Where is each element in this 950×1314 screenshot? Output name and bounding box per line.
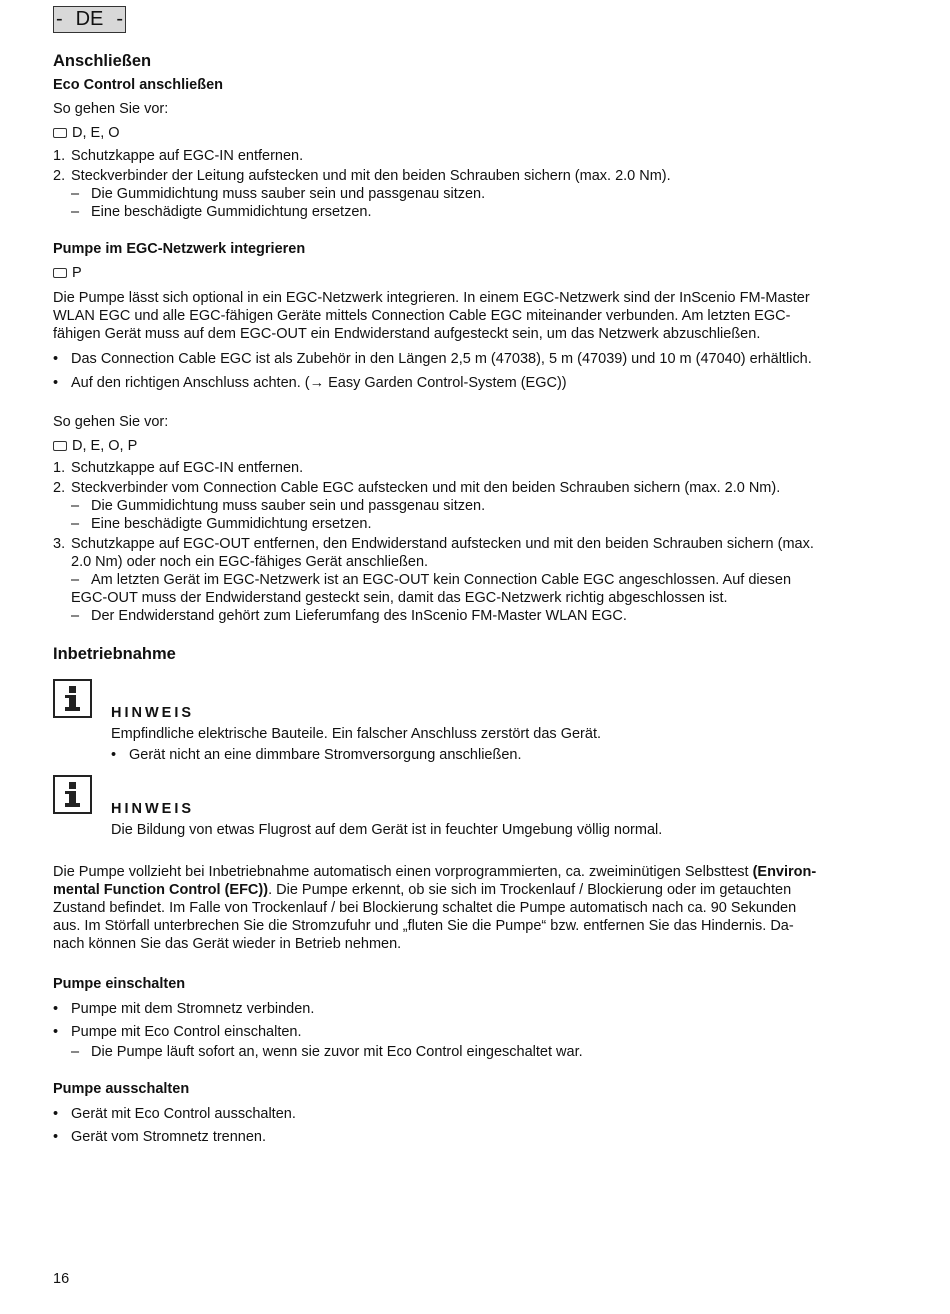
model-list: D, E, O, P [72, 438, 138, 454]
bullet-marker: • [53, 1024, 59, 1040]
bullet-marker: • [111, 747, 117, 763]
subheading-eco-control: Eco Control anschließen [53, 77, 223, 93]
paragraph-line [53, 881, 791, 899]
checkbox-icon [53, 128, 67, 138]
bullet-marker: • [53, 1001, 59, 1017]
bullet-item: Auf den richtigen Anschluss achten. (→ Easy Garden Control-System (EGC)) [71, 375, 567, 391]
paragraph-line: WLAN EGC und alle EGC-fähigen Geräte mittels Connection Cable EGC miteinander verbunden. Am letzten EGC- [53, 308, 791, 324]
info-icon [53, 679, 92, 718]
sub-item: Die Gummidichtung muss sauber sein und passgenau sitzen. [91, 498, 486, 514]
sub-item: Die Gummidichtung muss sauber sein und passgenau sitzen. [91, 186, 486, 202]
bullet-item: Gerät mit Eco Control ausschalten. [71, 1106, 296, 1122]
sub-item: Der Endwiderstand gehört zum Lieferumfang des InScenio FM-Master WLAN EGC. [91, 608, 627, 624]
note-bullet: Gerät nicht an eine dimmbare Stromversorgung anschließen. [129, 747, 522, 763]
page-number: 16 [53, 1271, 70, 1287]
bullet-item: Pumpe mit dem Stromnetz verbinden. [71, 1001, 315, 1017]
step-number: 3. [53, 536, 66, 552]
info-icon [53, 775, 92, 814]
lang-tab-left-dash: - [56, 8, 63, 30]
bullet-item: Gerät vom Stromnetz trennen. [71, 1129, 267, 1145]
model-line [53, 264, 82, 282]
step-text: Schutzkappe auf EGC-OUT entfernen, den Endwiderstand aufstecken und mit den beiden Schrauben sichern (max. [71, 536, 814, 552]
dash-marker: – [71, 1044, 80, 1060]
sub-item: Eine beschädigte Gummidichtung ersetzen. [91, 516, 372, 532]
dash-marker: – [71, 572, 80, 588]
note-label: HINWEIS [111, 801, 195, 817]
subheading-pump-off: Pumpe ausschalten [53, 1081, 190, 1097]
dash-marker: – [71, 608, 80, 624]
bullet-item: Das Connection Cable EGC ist als Zubehör in den Längen 2,5 m (47038), 5 m (47039) und 10 m (47040) erhältlich. [71, 351, 812, 367]
dash-marker: – [71, 516, 80, 532]
note-text: Die Bildung von etwas Flugrost auf dem Gerät ist in feuchter Umgebung völlig normal. [111, 822, 663, 838]
sub-item: Am letzten Gerät im EGC-Netzwerk ist an EGC-OUT kein Connection Cable EGC angeschlossen. Auf diesen [91, 572, 792, 588]
model-line [53, 124, 120, 142]
step-text: Steckverbinder der Leitung aufstecken und mit den beiden Schrauben sichern (max. 2.0 Nm). [71, 168, 671, 184]
paragraph-line: fähigen Gerät muss auf dem EGC-OUT ein Endwiderstand aufgesteckt sein, um das Netzwerk abzuschließen. [53, 326, 761, 342]
heading-inbetriebnahme: Inbetriebnahme [53, 645, 176, 663]
paragraph-line: nach können Sie das Gerät wieder in Betrieb nehmen. [53, 936, 402, 952]
checkbox-icon [53, 441, 67, 451]
step-text: Schutzkappe auf EGC-IN entfernen. [71, 148, 304, 164]
paragraph-line: Zustand befindet. Im Falle von Trockenlauf / bei Blockierung schaltet die Pumpe automatisch nach ca. 90 Sekunden [53, 900, 797, 916]
subheading-egc-network: Pumpe im EGC-Netzwerk integrieren [53, 241, 306, 257]
step-text: Steckverbinder vom Connection Cable EGC aufstecken und mit den beiden Schrauben sichern (max. 2.0 Nm). [71, 480, 781, 496]
paragraph-line: Die Pumpe lässt sich optional in ein EGC-Netzwerk integrieren. In einem EGC-Netzwerk sind der InScenio FM-Master [53, 290, 810, 306]
lang-tab-right-dash: - [116, 8, 123, 30]
bold-run: mental Function Control (EFC)) [53, 882, 269, 898]
step-text: 2.0 Nm) oder noch ein EGC-fähiges Gerät anschließen. [71, 554, 429, 570]
text-run: . Die Pumpe erkennt, ob sie sich im Trockenlauf / Blockierung oder im getauchten [268, 882, 792, 898]
language-tab [53, 6, 126, 33]
sub-item: Eine beschädigte Gummidichtung ersetzen. [91, 204, 372, 220]
step-text: Schutzkappe auf EGC-IN entfernen. [71, 460, 304, 476]
sub-item: EGC-OUT muss der Endwiderstand gesteckt sein, damit das EGC-Netzwerk richtig abgeschlossen ist. [71, 590, 728, 606]
dash-marker: – [71, 204, 80, 220]
model-line [53, 437, 137, 455]
note-label: HINWEIS [111, 705, 195, 721]
lang-tab-code: DE [75, 8, 104, 30]
paragraph-line: aus. Im Störfall unterbrechen Sie die Stromzufuhr und „fluten Sie die Pumpe“ bzw. entfernen Sie das Hindernis. Da- [53, 918, 794, 934]
step-number: 1. [53, 148, 66, 164]
checkbox-icon [53, 268, 67, 278]
heading-anschliessen: Anschließen [53, 52, 152, 70]
bullet-marker: • [53, 351, 59, 367]
step-number: 1. [53, 460, 66, 476]
model-list: D, E, O [72, 125, 120, 141]
dash-marker: – [71, 498, 80, 514]
text-run: Die Pumpe vollzieht bei Inbetriebnahme automatisch einen vorprogrammierten, ca. zweiminütigen Selbsttest [53, 864, 753, 880]
intro-text: So gehen Sie vor: [53, 101, 169, 117]
bold-run: (Environ- [752, 864, 817, 880]
sub-item: Die Pumpe läuft sofort an, wenn sie zuvor mit Eco Control eingeschaltet war. [91, 1044, 583, 1060]
dash-marker: – [71, 186, 80, 202]
subheading-pump-on: Pumpe einschalten [53, 976, 186, 992]
bullet-marker: • [53, 375, 59, 391]
model-list: P [72, 265, 82, 281]
bullet-marker: • [53, 1129, 59, 1145]
note-text: Empfindliche elektrische Bauteile. Ein falscher Anschluss zerstört das Gerät. [111, 726, 602, 742]
bullet-marker: • [53, 1106, 59, 1122]
step-number: 2. [53, 480, 66, 496]
intro-text: So gehen Sie vor: [53, 414, 169, 430]
paragraph-line [53, 863, 816, 881]
step-number: 2. [53, 168, 66, 184]
bullet-item: Pumpe mit Eco Control einschalten. [71, 1024, 302, 1040]
